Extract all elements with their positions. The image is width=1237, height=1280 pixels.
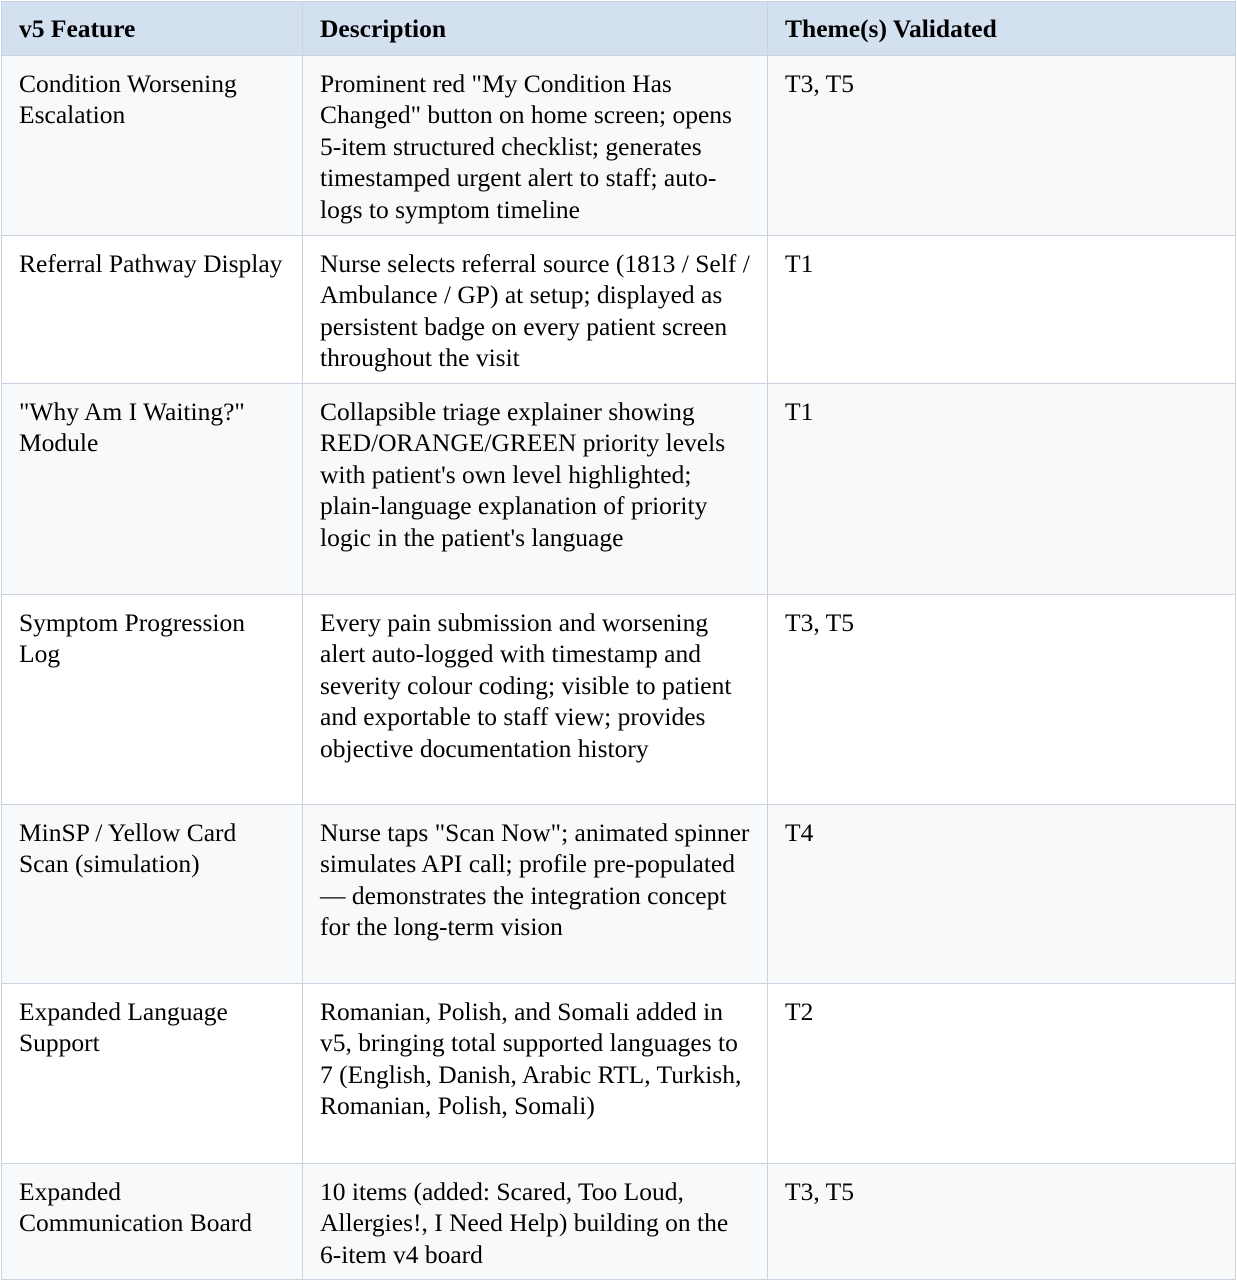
feature-cell: Expanded Language Support: [2, 984, 303, 1164]
table-row: [2, 805, 1236, 984]
table-row: [2, 56, 1236, 236]
description-cell: Nurse selects referral source (1813 / Self / Ambulance / GP) at setup; displayed as persistent badge on every patient screen throughout the visit: [303, 236, 768, 384]
themes-cell: T2: [768, 984, 1236, 1164]
feature-cell: Symptom Progression Log: [2, 595, 303, 805]
description-cell: 10 items (added: Scared, Too Loud, Allergies!, I Need Help) building on the 6-item v4 board: [303, 1164, 768, 1280]
header-description: Description: [303, 2, 768, 56]
header-feature: v5 Feature: [2, 2, 303, 56]
table-row: [2, 236, 1236, 384]
themes-cell: T1: [768, 384, 1236, 595]
description-cell: Every pain submission and worsening alert auto-logged with timestamp and severity colour coding; visible to patient and exportable to staff view; provides objective documentation history: [303, 595, 768, 805]
description-cell: Nurse taps "Scan Now"; animated spinner simulates API call; profile pre-populated — demonstrates the integration concept for the long-term vision: [303, 805, 768, 984]
description-cell: Prominent red "My Condition Has Changed" button on home screen; opens 5-item structured checklist; generates timestamped urgent alert to staff; auto-logs to symptom timeline: [303, 56, 768, 236]
feature-cell: "Why Am I Waiting?" Module: [2, 384, 303, 595]
header-themes: Theme(s) Validated: [768, 2, 1236, 56]
themes-cell: T3, T5: [768, 595, 1236, 805]
description-cell: Collapsible triage explainer showing RED/ORANGE/GREEN priority levels with patient's own level highlighted; plain-language explanation of priority logic in the patient's language: [303, 384, 768, 595]
feature-cell: Referral Pathway Display: [2, 236, 303, 384]
table-header: [2, 2, 1236, 56]
header-row: [2, 2, 1236, 56]
table-row: [2, 984, 1236, 1164]
themes-cell: T1: [768, 236, 1236, 384]
feature-cell: Condition Worsening Escalation: [2, 56, 303, 236]
table-body: [2, 56, 1236, 1280]
table-row: [2, 595, 1236, 805]
table-row: [2, 1164, 1236, 1280]
feature-cell: MinSP / Yellow Card Scan (simulation): [2, 805, 303, 984]
description-cell: Romanian, Polish, and Somali added in v5, bringing total supported languages to 7 (English, Danish, Arabic RTL, Turkish, Romanian, Polish, Somali): [303, 984, 768, 1164]
themes-cell: T4: [768, 805, 1236, 984]
feature-cell: Expanded Communication Board: [2, 1164, 303, 1280]
themes-cell: T3, T5: [768, 1164, 1236, 1280]
table-row: [2, 384, 1236, 595]
features-table: [1, 1, 1236, 1280]
themes-cell: T3, T5: [768, 56, 1236, 236]
